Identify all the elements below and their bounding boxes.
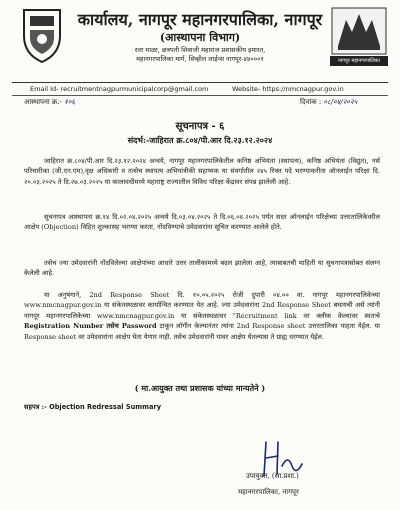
reference-date-label: दिनांक : (300, 98, 322, 106)
contact-divider (12, 95, 388, 96)
signatory-office: महानगरपालिका, नागपूर (238, 488, 299, 496)
paragraph-4-part-b: टाकून लॉगीन केल्यानंतर त्यांना 2nd Response sheet उत्तरतालिका पाहता येईल. या Response sheet वर उमेदवारांना आक्षेप घेता येणार नाही. तसेच उमेदवारांनी यावर आक्षेप घेतल्यास ते ग्राह्य धरण्यात येईल. (24, 322, 380, 341)
paragraph-1: जाहिरात क्र.८०४/पी.आर दि.२३.१२.२०२४ अन्वये, नागपूर महानगरपालिकेतील कनिष्ठ अभियंता (स्थापत्य), कनिष्ठ अभियंता (विद्युत), नर्स परिचारीका (जी.एन.एम),वृक्ष अधिकारी व तत्सेच स्थापत्य अभियांत्रीकी सहाय्यक या संवर्गातील २४५ रिक्त पदे भरण्याकरीता ऑनलाईन परिक्षा दि. २०.०३.२०२५ ते दि.२७.०३.२०२५ या कालावधीमध्ये महाराष्ट्र राज्यातील विविध परिक्षा केंद्रावर संपन्न झालेली आहे. (24, 157, 380, 186)
enclosure-value: Objection Redressal Summary (49, 403, 162, 411)
paragraph-4-part-a: या अनुषंगाने, 2nd Response Sheet दि. १०.०५.२०२५ रोजी दुपारी ०४.०० वा. नागपूर महानगरपालिकेच्या www.nmcnagpur.gov.in या संकेतस्थळावर कार्यान्वित करण्यात येत आहे. ज्या उमेदवारांना 2nd Response Sheet बघायची असे त्यांनी नागपूर महानगरपालिकेच्या www.nmcnagpur.gov.in या संकेतस्थळावर "Recruitment link वर क्लीक केल्यावर स्वतःचे (24, 291, 380, 320)
notice-subject: संदर्भ:-जाहिरात क्र.८०४/पी.आर दि.२३.१२.२०२४ (127, 135, 273, 145)
paragraph-2: सूचनापत्र आस्थापना क्र.१४ दि.०२.०४.२०२५ अन्वये दि.०३.०४.२०२५ ते दि.०६.०४.२०२५ पर्यंत सदर ऑनलाईन परिक्षेच्या उत्तरतालिकेवरील आक्षेप (Objection) विहित शुल्कासह भरण्या करता, नोंदविण्याचे उमेदवारांना सूचित करण्यात आलेले होते. (24, 213, 380, 232)
approval-note: ( मा.आयुक्त तथा प्रशासक यांच्या मान्यतेने ) (134, 383, 266, 393)
paragraph-4 (24, 290, 380, 342)
office-title: कार्यालय, नागपूर महानगरपालिका, नागपूर (77, 10, 323, 29)
reference-date (300, 98, 357, 107)
lion-emblem-icon (330, 6, 388, 56)
enclosure-label: सहपत्र :- (24, 403, 47, 411)
nmc-emblem-logo (18, 6, 66, 64)
email-contact: Email Id- recruitmentnagpurmunicipalcorp@gmail.com (30, 85, 209, 93)
nmc-logo-right (330, 6, 388, 68)
reference-number-label: आस्थापना क्र.- (24, 98, 62, 106)
enclosure-line (24, 402, 380, 412)
reference-number-value: १०६ (64, 98, 76, 106)
paragraph-4-credentials: Registration Number तसेच Password (24, 322, 157, 331)
notice-title: सूचनापत्र - ६ (175, 121, 225, 132)
address-line-2: महानगरपालिका मार्ग, सिव्हील लाईन्स नागपूर-४४०००१ (136, 55, 264, 63)
logo-caption: नागपूर महानगरपालिका (330, 56, 388, 66)
website-contact: Website- https://nmcnagpur.gov.in (232, 85, 344, 93)
signatory-designation: उपायुक्त, (सा.प्रशा.) (246, 472, 299, 480)
header-divider (12, 82, 388, 83)
reference-number (24, 98, 75, 107)
address-line-1: रला माळा, छत्रपती शिवाजी महाराज प्रशासकीय इमारत, (134, 46, 266, 54)
paragraph-3: तसेच ज्या उमेदवारांनी नोंदविलेल्या आक्षेपांच्या आधारे उत्तर तालीकामध्ये बदल झालेला आहे, त्याबाबतची माहिती या सूचनापत्रासोबत संलग्न केलेली आहे. (24, 259, 380, 278)
office-address (70, 46, 330, 64)
department-name: (आस्थापना विभाग) (159, 31, 241, 44)
reference-date-value: ०८/०४/२०२५ (323, 98, 358, 106)
